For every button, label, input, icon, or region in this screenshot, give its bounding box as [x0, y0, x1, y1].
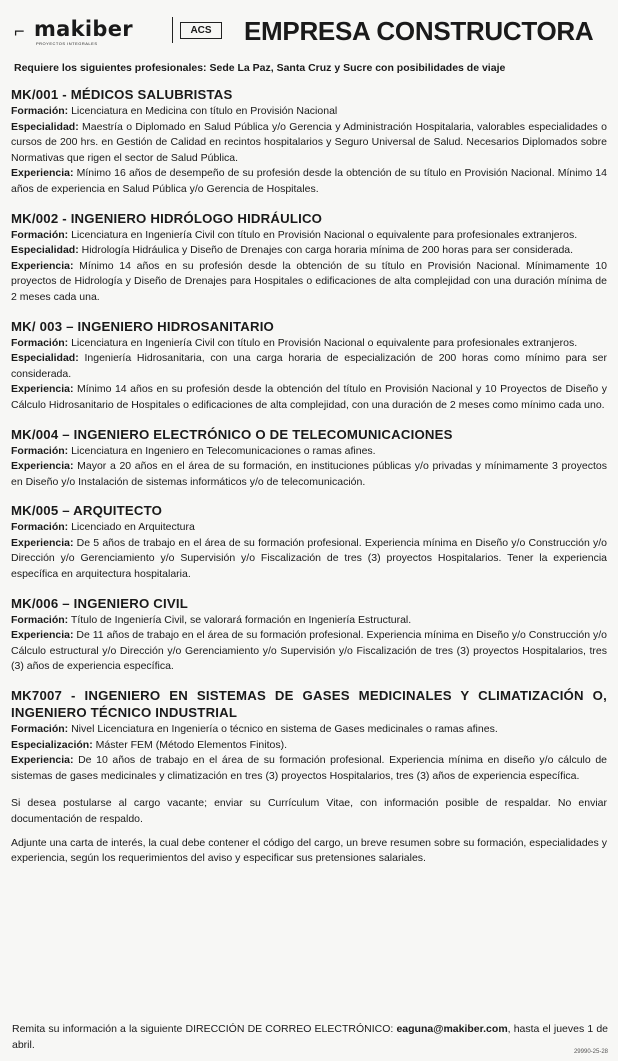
especializacion-label: Especialización:: [11, 738, 93, 751]
position-title: MK/004 – INGENIERO ELECTRÓNICO O DE TELECOMUNICACIONES: [11, 426, 453, 442]
especialidad-field: [11, 120, 607, 167]
position-title: MK/006 – INGENIERO CIVIL: [11, 595, 189, 611]
especialidad-label: Especialidad:: [11, 352, 79, 365]
contact-email: eaguna@makiber.com: [396, 1023, 508, 1035]
formacion-field: [11, 104, 607, 120]
position-title: MK/001 - MÉDICOS SALUBRISTAS: [11, 87, 233, 102]
experiencia-field: [11, 459, 607, 490]
especialidad-label: Especialidad:: [11, 120, 79, 133]
experiencia-label: Experiencia:: [11, 629, 74, 642]
especializacion-text: Máster FEM (Método Elementos Finitos).: [95, 738, 288, 751]
formacion-text: Licenciatura en Ingeniería Civil con título en Provisión Nacional o equivalente para profesionales extranjeros.: [71, 336, 578, 349]
especialidad-field: [11, 351, 607, 382]
experiencia-text: De 10 años de trabajo en el área de su formación profesional. Experiencia mínima en diseño y/o cálculo de sistemas de gases medicinales y climatización en tres (3) proyectos Hospitalarios, tres (3) años de experiencia específica.: [11, 754, 608, 782]
especialidad-field: [11, 243, 607, 259]
formacion-label: Formación:: [11, 613, 69, 626]
experiencia-field: [11, 628, 607, 675]
experiencia-text: De 11 años de trabajo en el área de su formación profesional. Experiencia mínima en Diseño y/o Construcción y/o Cálculo estructural y/o Dirección y/o Gerenciamiento y/o Supervisión y/o Fiscalización de tres (3) proyectos Hospitalarios, tres (3) años de experiencia específica.: [11, 629, 607, 673]
experiencia-field: [11, 536, 607, 583]
especialidad-text: Maestría o Diplomado en Salud Pública y/o Gerencia y Administración Hospitalaria, valorables especialidades o cursos de 200 hrs. en Gestión de Calidad en recintos hospitalarios y Seguro Universal de Salud. Necesarios Diplomados sobre Normativas que rigen el sector de Salud Pública.: [11, 120, 607, 164]
formacion-label: Formación:: [11, 444, 69, 457]
especializacion-field: [11, 738, 607, 754]
formacion-label: Formación:: [11, 723, 69, 736]
especialidad-text: Hidrología Hidráulica y Diseño de Drenajes con carga horaria mínima de 200 horas para ser considerada.: [81, 244, 574, 257]
position-mk003: [11, 318, 607, 414]
makiber-logo-tagline: PROYECTOS INTEGRALES: [36, 41, 98, 46]
experiencia-field: [11, 382, 607, 413]
footer-contact: [12, 1022, 608, 1053]
position-mk002: [11, 210, 607, 306]
formacion-field: [11, 228, 607, 244]
experiencia-text: De 5 años de trabajo en el área de su formación profesional. Experiencia mínima en Diseño y/o Construcción y/o Dirección y/o Gerenciamiento y/o Supervisión y/o Fiscalización de tres (3) proyectos Hospitalarios. Tener la experiencia específica en arquitectura hospitalaria.: [11, 536, 607, 581]
formacion-label: Formación:: [11, 228, 69, 241]
header: [0, 0, 618, 56]
formacion-text: Licenciado en Arquitectura: [71, 521, 195, 534]
experiencia-label: Experiencia:: [11, 754, 74, 767]
experiencia-label: Experiencia:: [11, 536, 74, 549]
makiber-logo-name: makiber: [34, 17, 133, 41]
footer-deadline: , hasta el jueves 1 de abril.: [12, 1023, 609, 1051]
formacion-label: Formación:: [11, 105, 69, 117]
positions-list: [11, 86, 607, 875]
formacion-field: [11, 444, 607, 460]
position-title: MK/005 – ARQUITECTO: [11, 503, 163, 519]
position-title: MK7007 - INGENIERO EN SISTEMAS DE GASES MEDICINALES Y CLIMATIZACIÓN O, INGENIERO TÉCNICO INDUSTRIAL: [11, 688, 607, 721]
intro-text: Requiere los siguientes profesionales: Sede La Paz, Santa Cruz y Sucre con posibilidades de viaje: [14, 62, 506, 74]
formacion-field: [11, 520, 607, 536]
makiber-logo-mark: ⌐: [14, 21, 25, 41]
position-mk005: [11, 502, 607, 582]
experiencia-field: [11, 259, 607, 306]
formacion-text: Licenciatura en Ingeniero en Telecomunicaciones o ramas afines.: [71, 444, 376, 457]
formacion-label: Formación:: [11, 521, 69, 534]
formacion-text: Licenciatura en Medicina con título en Provisión Nacional: [71, 105, 338, 117]
position-mk004: [11, 426, 607, 491]
formacion-field: [11, 613, 607, 629]
formacion-label: Formación:: [11, 336, 69, 349]
experiencia-field: [11, 753, 607, 784]
experiencia-label: Experiencia:: [11, 383, 74, 396]
experiencia-field: [11, 166, 607, 197]
experiencia-label: Experiencia:: [11, 460, 74, 473]
experiencia-text: Mínimo 14 años en su profesión desde la obtención de su título en Provisión Nacional. Mínimamente 10 proyectos de Hidrología y Diseño de Drenajes para Hospitales o edificaciones de alta complejidad con una duración mínima de 2 meses cada una.: [11, 259, 607, 303]
footer-text: Remita su información a la siguiente DIRECCIÓN DE CORREO ELECTRÓNICO:: [12, 1023, 394, 1035]
experiencia-text: Mínimo 14 años en su profesión desde la obtención del título en Provisión Nacional y 10 Proyectos de Diseño y Cálculo Hidrosanitario de Hospitales o edificaciones de alta complejidad, con una duración de 2 meses como mínimo cada uno.: [11, 383, 608, 411]
formacion-field: [11, 722, 607, 738]
application-note: Si desea postularse al cargo vacante; enviar su Currículum Vitae, con información posible de respaldar. No enviar documentación de respaldo.: [11, 797, 607, 825]
experiencia-label: Experiencia:: [11, 259, 74, 272]
position-mk001: [11, 86, 607, 198]
acs-logo: ACS: [180, 22, 222, 39]
formacion-text: Título de Ingeniería Civil, se valorará formación en Ingeniería Estructural.: [70, 613, 412, 626]
position-title: MK/002 - INGENIERO HIDRÓLOGO HIDRÁULICO: [11, 210, 323, 226]
cover-letter-note: Adjunte una carta de interés, la cual debe contener el código del cargo, un breve resumen sobre su formación, especialidades y experiencia, según los requerimientos del aviso y especificar sus pretensiones salariales.: [11, 836, 607, 865]
formacion-text: Nivel Licenciatura en Ingeniería o técnico en sistema de Gases medicinales o ramas afines.: [71, 723, 498, 736]
experiencia-label: Experiencia:: [11, 167, 74, 180]
formacion-field: [11, 336, 607, 352]
experiencia-text: Mayor a 20 años en el área de su formación, en instituciones públicas y/o privadas y mínimamente 3 proyectos en Diseño y/o Instalación de sistemas informáticos y/o de telecomunicación.: [11, 460, 607, 488]
position-mk006: [11, 595, 607, 675]
especialidad-text: Ingeniería Hidrosanitaria, con una carga horaria de especialización de 200 horas como mínimo para ser considerada.: [11, 352, 607, 380]
makiber-logo: [14, 18, 164, 46]
logo-divider: [172, 17, 173, 43]
position-title: MK/ 003 – INGENIERO HIDROSANITARIO: [11, 318, 275, 334]
experiencia-text: Mínimo 16 años de desempeño de su profesión desde la obtención de su título en Provisión Nacional. Mínimo 14 años de experiencia en Salud Pública y/o Gerencia de Hospitales.: [11, 167, 607, 195]
print-code: 29990-25-28: [573, 1049, 608, 1055]
company-title: EMPRESA CONSTRUCTORA: [244, 16, 594, 46]
formacion-text: Licenciatura en Ingeniería Civil con título en Provisión Nacional o equivalente para profesionales extranjeros.: [71, 228, 578, 241]
especialidad-label: Especialidad:: [11, 244, 79, 257]
position-mk007: [11, 687, 607, 784]
